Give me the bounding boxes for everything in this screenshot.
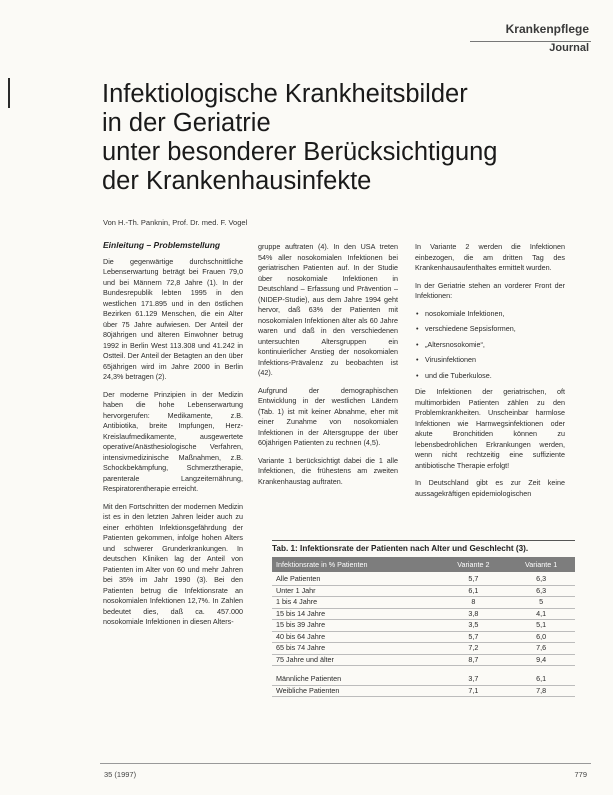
title-line: der Krankenhausinfekte bbox=[102, 167, 372, 195]
list-item: • Virusinfektionen bbox=[415, 355, 565, 366]
paragraph: Der moderne Prinzipien in der Medizin haben die hohe Lebenserwartung hervorgerufen: Medikamente, z.B. Antibiotika, breite Impfungen, Herz-Kreislaufmedikamente, ausgewertete operative/Anästhesiologische Verfahren, intensivmedizinische Maßnahmen, z.B. Schockbekämpfung, Schmerztherapie, parenterale Langzeiternährung, Respiratorentherapie erreicht. bbox=[103, 389, 243, 493]
section-heading: Einleitung – Problemstellung bbox=[103, 240, 221, 250]
table-row bbox=[272, 685, 575, 697]
table-cell: 8,7 bbox=[440, 654, 508, 666]
paragraph: Aufgrund der demographischen Entwicklung in der westlichen Ländern (Tab. 1) ist mit keiner Abnahme, eher mit einer Zunahme von nosokomialen Infektionen in der Altersgruppe der über 60jährigen Patienten zu rechnen (4,5). bbox=[258, 385, 398, 447]
row-label: 40 bis 64 Jahre bbox=[272, 631, 440, 643]
paragraph: Variante 1 berücksichtigt dabei die 1 alle Infektionen, die frühestens am zweiten Krankenhaustag auftraten. bbox=[258, 455, 398, 486]
table-cell: 9,4 bbox=[507, 654, 575, 666]
list-item: • „Altersnosokomie“, bbox=[415, 340, 565, 351]
table-cell: 3,5 bbox=[440, 620, 508, 632]
issue-number: 35 (1997) bbox=[104, 770, 137, 779]
paragraph: Die gegenwärtige durchschnittliche Lebenserwartung beträgt bei Frauen 79,0 und bei Männern 72,8 Jahre (1). In der Bundesrepublik lebten 1995 in den westlichen 171.895 und in den östlichen Bezirken 61.129 Menschen, die ein Alter über 75 Jahre aufwiesen. Der Anteil der 80jährigen und älteren Einwohner betrug 1992 in Berlin West 113.308 und 41.242 in Ostteil. Der Anteil der Betagten an den über 65jährigen wird im Jahre 2000 in Berlin 24,3% betragen (2). bbox=[103, 256, 243, 381]
table-row bbox=[272, 620, 575, 632]
title-line: unter besonderer Berücksichtigung bbox=[102, 138, 498, 166]
table-row bbox=[272, 654, 575, 666]
table-cell: 4,1 bbox=[507, 608, 575, 620]
journal-label: Journal bbox=[549, 42, 589, 54]
data-table bbox=[272, 557, 575, 697]
row-label: 15 bis 14 Jahre bbox=[272, 608, 440, 620]
row-label: 1 bis 4 Jahre bbox=[272, 597, 440, 609]
column-2 bbox=[258, 242, 398, 494]
row-label: Männliche Patienten bbox=[272, 666, 440, 686]
header-rule bbox=[470, 41, 591, 42]
table-cell: 6,1 bbox=[440, 585, 508, 597]
column-3 bbox=[415, 242, 565, 506]
table-cell: 6,0 bbox=[507, 631, 575, 643]
table-row bbox=[272, 585, 575, 597]
title-line: Infektiologische Krankheitsbilder bbox=[102, 80, 468, 108]
row-label: Alle Patienten bbox=[272, 572, 440, 585]
paragraph: In Variante 2 werden die Infektionen einbezogen, die am dritten Tag des Krankenhausaufenthaltes ermittelt wurden. bbox=[415, 242, 565, 272]
paragraph: Mit den Fortschritten der modernen Medizin ist es in den letzten Jahren leider auch zu einer erhöhten Infektionsgefährdung der Patienten gekommen, infolge hohen Alters und schwerer Grunderkrankungen. In deutschen Kliniken lag der Anteil von Patienten im Alter von 60 und mehr Jahren bei 35% im Jahr 1990 (3). Bei den Patienten betrug die Infektionsrate an nosokomialen Infektionen 12,7%. In Zahlen bedeutet dies, daß ca. 457.000 nosokomiale Infektionen in diesen Alters- bbox=[103, 501, 243, 626]
paragraph: In Deutschland gibt es zur Zeit keine aussagekräftigen epidemiologischen bbox=[415, 478, 565, 498]
table-row bbox=[272, 643, 575, 655]
table-cell: 6,3 bbox=[507, 572, 575, 585]
row-label: Unter 1 Jahr bbox=[272, 585, 440, 597]
paragraph: Die Infektionen der geriatrischen, oft multimorbiden Patienten zählen zu den Problemkrankheiten. Unscheinbar harmlose Infektionen wie Harnwegsinfektionen oder akute Bronchitiden können zu lebensbedrohlichen Erkrankungen werden, wenn nicht rechtzeitig eine suffiziente antibiotische Therapie erfolgt! bbox=[415, 387, 565, 470]
table-row bbox=[272, 666, 575, 686]
table-cell: 3,7 bbox=[440, 666, 508, 686]
table-cell: 5,1 bbox=[507, 620, 575, 632]
column-header: Variante 2 bbox=[440, 557, 508, 572]
table-cell: 7,2 bbox=[440, 643, 508, 655]
table-row bbox=[272, 597, 575, 609]
running-header bbox=[506, 22, 589, 54]
table-row bbox=[272, 572, 575, 585]
table-cell: 7,6 bbox=[507, 643, 575, 655]
title-line: in der Geriatrie bbox=[102, 109, 271, 137]
footer-rule bbox=[100, 763, 591, 764]
table-cell: 5,7 bbox=[440, 631, 508, 643]
column-1 bbox=[103, 240, 243, 635]
section-label: Krankenpflege bbox=[505, 22, 589, 36]
byline: Von H.-Th. Panknin, Prof. Dr. med. F. Vogel bbox=[103, 218, 248, 227]
table-cell: 3,8 bbox=[440, 608, 508, 620]
table-row bbox=[272, 631, 575, 643]
table-cell: 7,8 bbox=[507, 685, 575, 697]
article-title bbox=[102, 80, 582, 196]
list-item: • nosokomiale Infektionen, bbox=[415, 309, 565, 320]
row-label: 65 bis 74 Jahre bbox=[272, 643, 440, 655]
infection-rate-table bbox=[272, 540, 575, 697]
margin-mark bbox=[8, 78, 10, 108]
table-header-row bbox=[272, 557, 575, 572]
table-cell: 8 bbox=[440, 597, 508, 609]
table-row bbox=[272, 608, 575, 620]
table-cell: 5,7 bbox=[440, 572, 508, 585]
table-caption: Tab. 1: Infektionsrate der Patienten nach Alter und Geschlecht (3). bbox=[272, 540, 575, 553]
row-label: 15 bis 39 Jahre bbox=[272, 620, 440, 632]
table-cell: 5 bbox=[507, 597, 575, 609]
bullet-list bbox=[415, 309, 565, 382]
row-label: Weibliche Patienten bbox=[272, 685, 440, 697]
table-cell: 7,1 bbox=[440, 685, 508, 697]
row-label: 75 Jahre und älter bbox=[272, 654, 440, 666]
page-number: 779 bbox=[574, 770, 587, 779]
column-header: Variante 1 bbox=[507, 557, 575, 572]
column-header: Infektionsrate in % Patienten bbox=[272, 557, 440, 572]
table-cell: 6,1 bbox=[507, 666, 575, 686]
paragraph: gruppe auftraten (4). In den USA treten 54% aller nosokomialen Infektionen bei geriatrischen Patienten auf. In der Studie über nosokomiale Infektionen in Deutschland – Erfassung und Prävention – (NIDEP-Studie), aus dem Jahre 1994 geht hervor, daß 63% der Patienten mit nosokomialen Infektionen älter als 60 Jahre waren und daß in den verschiedenen untersuchten Altersgruppen ein kontinuierlicher Anstieg der nosokomialen Infektions-Prävalenz zu beobachten ist (42). bbox=[258, 242, 398, 377]
list-item: • verschiedene Sepsisformen, bbox=[415, 324, 565, 335]
table-cell: 6,3 bbox=[507, 585, 575, 597]
list-item: • und die Tuberkulose. bbox=[415, 371, 565, 382]
paragraph: In der Geriatrie stehen an vorderer Front der Infektionen: bbox=[415, 280, 565, 300]
